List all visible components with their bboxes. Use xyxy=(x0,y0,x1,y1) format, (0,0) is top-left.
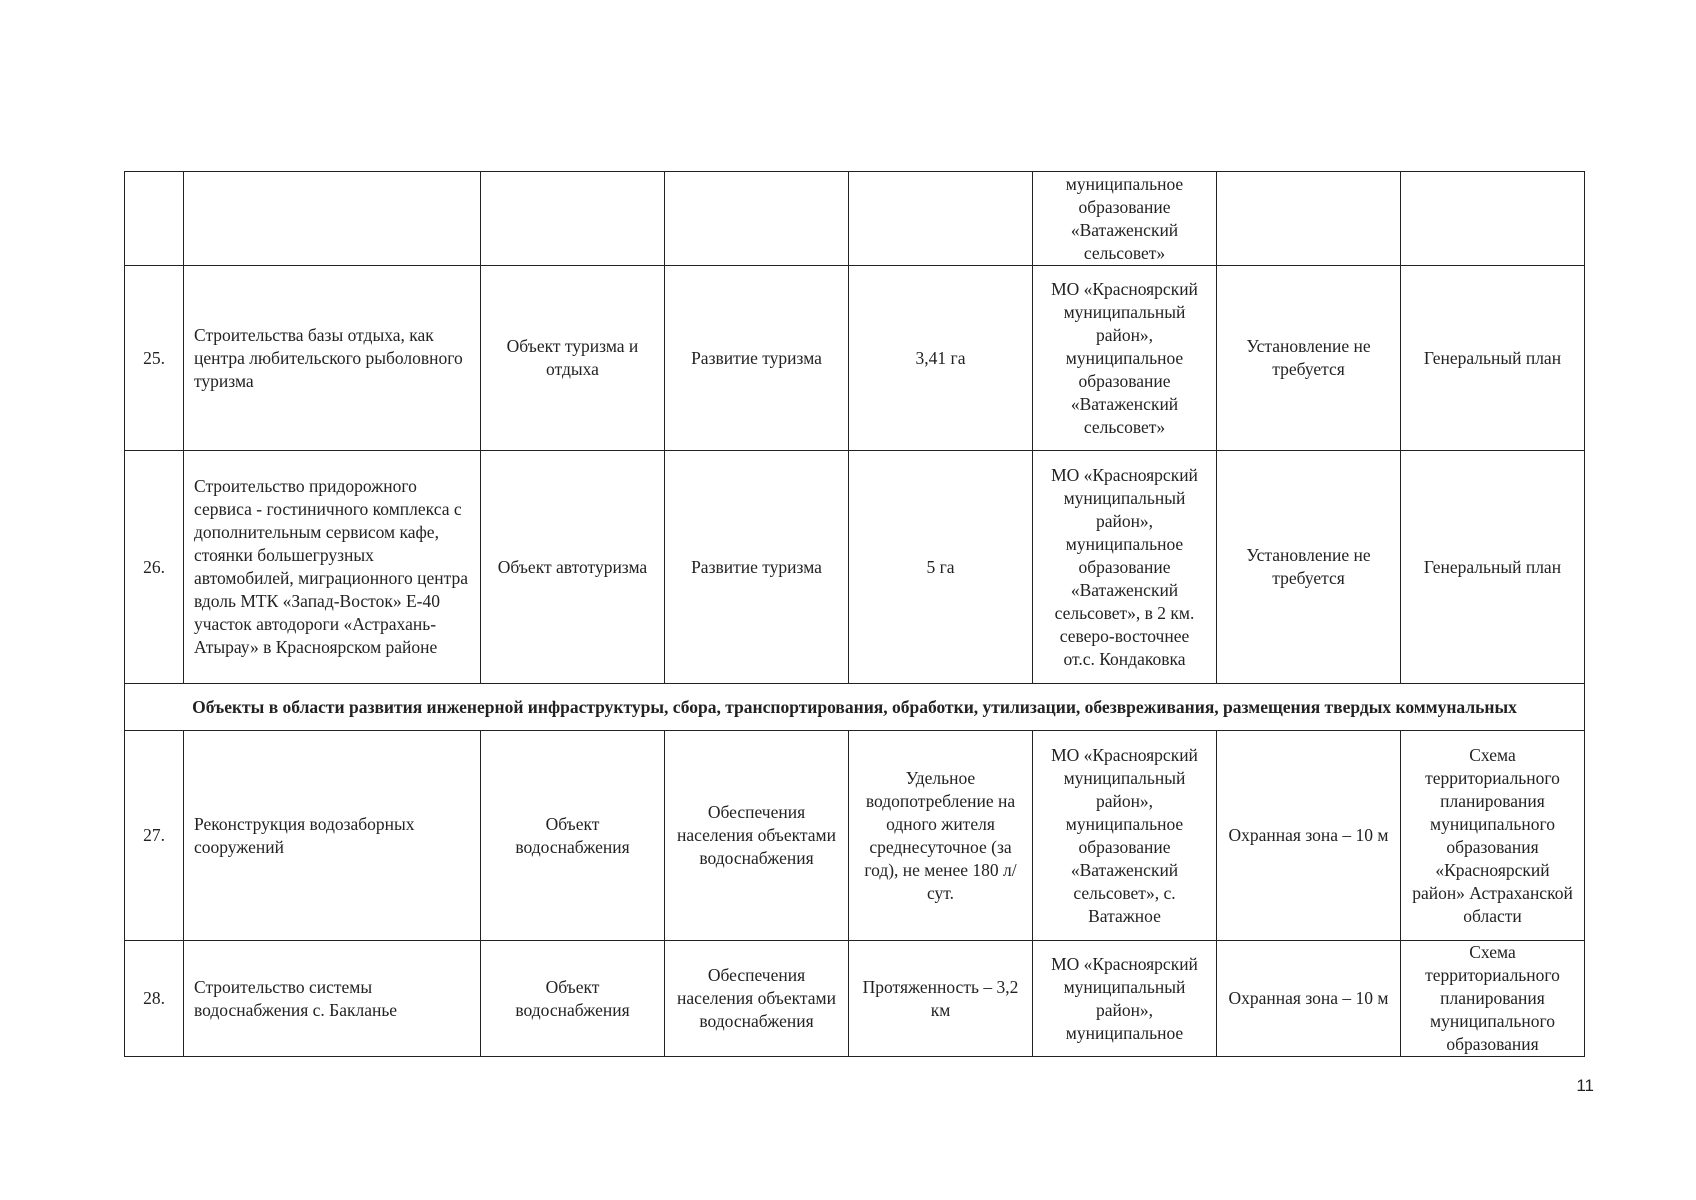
object-location: МО «Красноярский муниципальный район», муниципальное образование «Ватаженский сельсовет» xyxy=(1033,266,1217,451)
row-number xyxy=(125,172,184,266)
row-number: 26. xyxy=(125,451,184,684)
table-row xyxy=(125,941,1585,1057)
row-number: 28. xyxy=(125,941,184,1057)
source-document: Схема территориального планирования муниципального образования «Красноярский район» Астраханской области xyxy=(1401,731,1585,941)
object-location: МО «Красноярский муниципальный район», муниципальное образование «Ватаженский сельсовет», в 2 км. северо-восточнее от.с. Кондаковка xyxy=(1033,451,1217,684)
source-document xyxy=(1401,172,1585,266)
page-number: 11 xyxy=(1576,1076,1594,1095)
object-type: Объект водоснабжения xyxy=(481,731,665,941)
object-location: МО «Красноярский муниципальный район», муниципальное xyxy=(1033,941,1217,1057)
object-characteristics: Протяженность – 3,2 км xyxy=(849,941,1033,1057)
section-heading: Объекты в области развития инженерной инфраструктуры, сбора, транспортирования, обработки, утилизации, обезвреживания, размещения твердых коммунальных xyxy=(125,684,1585,731)
zone-characteristics: Установление не требуется xyxy=(1217,451,1401,684)
object-purpose: Развитие туризма xyxy=(665,451,849,684)
source-document: Генеральный план xyxy=(1401,266,1585,451)
planning-objects-table xyxy=(124,171,1585,1057)
zone-characteristics xyxy=(1217,172,1401,266)
object-name xyxy=(184,172,481,266)
source-document: Схема территориального планирования муниципального образования xyxy=(1401,941,1585,1057)
zone-characteristics: Охранная зона – 10 м xyxy=(1217,731,1401,941)
object-name: Строительства базы отдыха, как центра любительского рыболовного туризма xyxy=(184,266,481,451)
object-type: Объект водоснабжения xyxy=(481,941,665,1057)
object-characteristics: 5 га xyxy=(849,451,1033,684)
object-purpose: Развитие туризма xyxy=(665,266,849,451)
table-row xyxy=(125,731,1585,941)
object-name: Строительство системы водоснабжения с. Бакланье xyxy=(184,941,481,1057)
object-type: Объект туризма и отдыха xyxy=(481,266,665,451)
object-characteristics: 3,41 га xyxy=(849,266,1033,451)
object-purpose: Обеспечения населения объектами водоснабжения xyxy=(665,731,849,941)
row-number: 27. xyxy=(125,731,184,941)
zone-characteristics: Охранная зона – 10 м xyxy=(1217,941,1401,1057)
object-name: Реконструкция водозаборных сооружений xyxy=(184,731,481,941)
row-number: 25. xyxy=(125,266,184,451)
table-row xyxy=(125,451,1585,684)
object-location: муниципальное образование «Ватаженский сельсовет» xyxy=(1033,172,1217,266)
object-location: МО «Красноярский муниципальный район», муниципальное образование «Ватаженский сельсовет», с. Ватажное xyxy=(1033,731,1217,941)
object-characteristics: Удельное водопотребление на одного жителя среднесуточное (за год), не менее 180 л/сут. xyxy=(849,731,1033,941)
object-type: Объект автотуризма xyxy=(481,451,665,684)
object-purpose: Обеспечения населения объектами водоснабжения xyxy=(665,941,849,1057)
zone-characteristics: Установление не требуется xyxy=(1217,266,1401,451)
section-heading-row xyxy=(125,684,1585,731)
source-document: Генеральный план xyxy=(1401,451,1585,684)
object-type xyxy=(481,172,665,266)
object-name: Строительство придорожного сервиса - гостиничного комплекса с дополнительным сервисом кафе, стоянки большегрузных автомобилей, миграционного центра вдоль МТК «Запад-Восток» Е-40 участок автодороги «Астрахань-Атырау» в Красноярском районе xyxy=(184,451,481,684)
object-characteristics xyxy=(849,172,1033,266)
table-row xyxy=(125,172,1585,266)
object-purpose xyxy=(665,172,849,266)
table-row xyxy=(125,266,1585,451)
